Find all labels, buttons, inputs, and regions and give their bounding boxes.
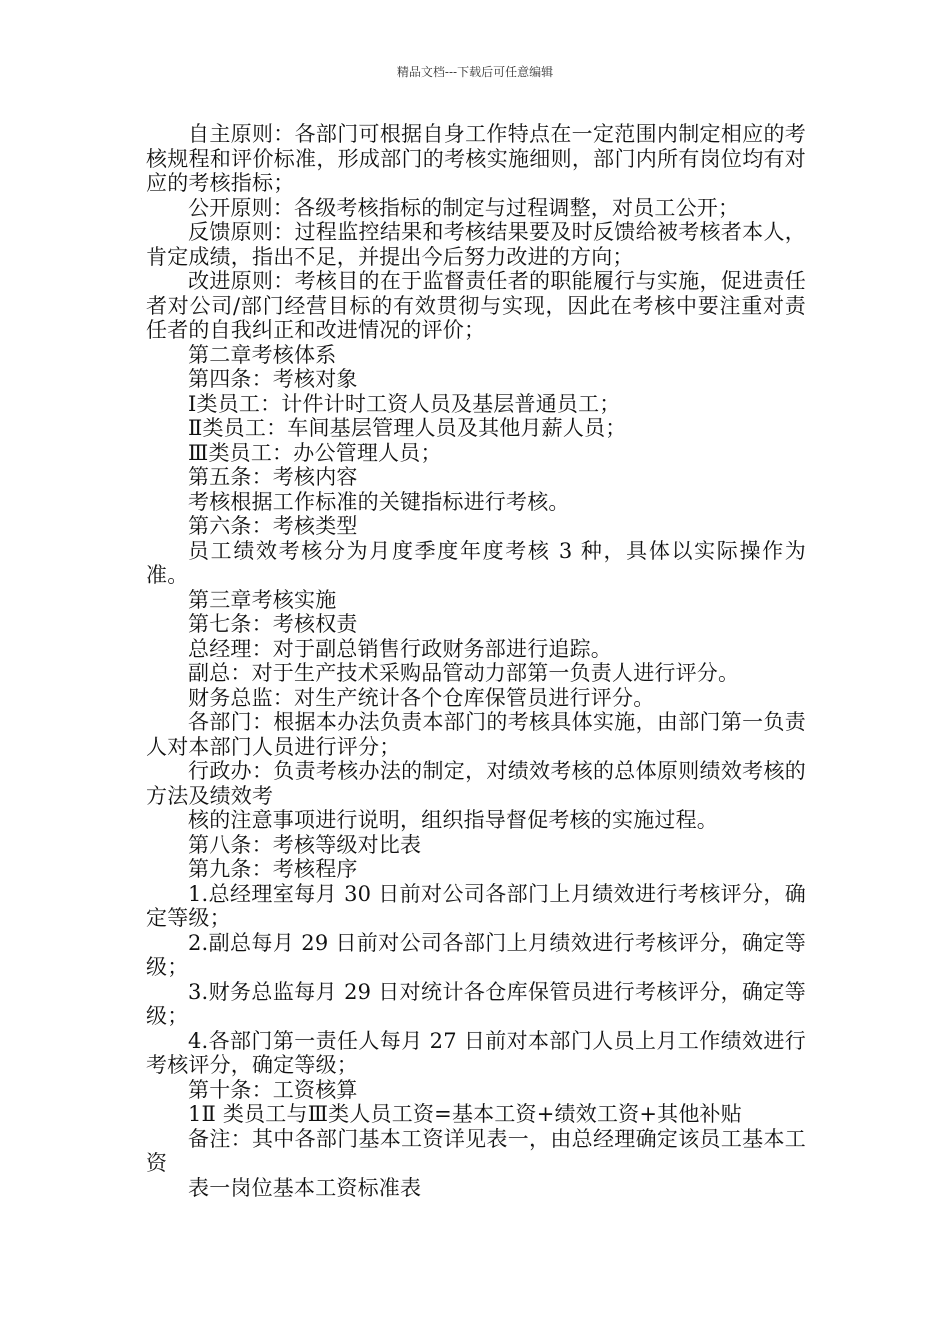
procedure-item-2: 2.副总每月 29 日前对公司各部门上月绩效进行考核评分，确定等级； <box>146 930 806 979</box>
chapter-heading-2: 第二章考核体系 <box>188 342 337 367</box>
responsibility-admin-office: 行政办：负责考核办法的制定，对绩效考核的总体原则绩效考核的方法及绩效考 <box>146 759 806 808</box>
document-body <box>146 122 806 1200</box>
paragraph-assessment-types: 员工绩效考核分为月度季度年度考核 3 种，具体以实际操作为准。 <box>146 538 806 587</box>
procedure-item-3: 3.财务总监每月 29 日对统计各仓库保管员进行考核评分，确定等级； <box>146 979 806 1028</box>
article-heading-5: 第五条：考核内容 <box>188 465 358 489</box>
employee-class-3: Ⅲ类员工：办公管理人员； <box>188 440 442 465</box>
responsibility-general-manager: 总经理：对于副总销售行政财务部进行追踪。 <box>188 636 612 661</box>
paragraph-assessment-content: 考核根据工作标准的关键指标进行考核。 <box>188 489 570 514</box>
paragraph-principle-improvement: 改进原则：考核目的在于监督责任者的职能履行与实施，促进责任者对公司/部门经营目标的有效贯彻与实现，因此在考核中要注重对责任者的自我纠正和改进情况的评价； <box>146 269 806 342</box>
salary-note: 备注：其中各部门基本工资详见表一，由总经理确定该员工基本工资 <box>146 1126 806 1175</box>
article-heading-10: 第十条：工资核算 <box>188 1077 358 1102</box>
article-heading-4: 第四条：考核对象 <box>188 367 358 391</box>
paragraph-principle-autonomy: 自主原则：各部门可根据自身工作特点在一定范围内制定相应的考核规程和评价标准，形成部门的考核实施细则，部门内所有岗位均有对应的考核指标； <box>146 122 806 195</box>
salary-formula: 1Ⅱ 类员工与Ⅲ类人员工资=基本工资+绩效工资+其他补贴 <box>188 1102 742 1126</box>
chapter-heading-3: 第三章考核实施 <box>188 587 337 612</box>
responsibility-admin-office-continued: 核的注意事项进行说明，组织指导督促考核的实施过程。 <box>188 808 718 832</box>
responsibility-departments: 各部门：根据本办法负责本部门的考核具体实施，由部门第一负责人对本部门人员进行评分； <box>146 710 806 759</box>
employee-class-2: Ⅱ类员工：车间基层管理人员及其他月薪人员； <box>188 416 627 440</box>
procedure-item-1: 1.总经理室每月 30 日前对公司各部门上月绩效进行考核评分，确定等级； <box>146 881 806 930</box>
article-heading-6: 第六条：考核类型 <box>188 514 358 538</box>
paragraph-principle-openness: 公开原则：各级考核指标的制定与过程调整，对员工公开； <box>188 195 740 220</box>
article-heading-7: 第七条：考核权责 <box>188 612 358 636</box>
procedure-item-4: 4.各部门第一责任人每月 27 日前对本部门人员上月工作绩效进行考核评分，确定等级； <box>146 1028 806 1077</box>
table-caption: 表一岗位基本工资标准表 <box>188 1175 422 1200</box>
article-heading-9: 第九条：考核程序 <box>188 857 358 881</box>
responsibility-vice-general: 副总：对于生产技术采购品管动力部第一负责人进行评分。 <box>188 661 740 685</box>
paragraph-principle-feedback: 反馈原则：过程监控结果和考核结果要及时反馈给被考核者本人，肯定成绩，指出不足，并提出今后努力改进的方向； <box>146 220 806 269</box>
article-heading-8: 第八条：考核等级对比表 <box>188 832 422 857</box>
employee-class-1: Ⅰ类员工：计件计时工资人员及基层普通员工； <box>188 391 621 416</box>
responsibility-finance-director: 财务总监：对生产统计各个仓库保管员进行评分。 <box>188 685 655 710</box>
page-header: 精品文档---下载后可任意编辑 <box>396 65 554 79</box>
